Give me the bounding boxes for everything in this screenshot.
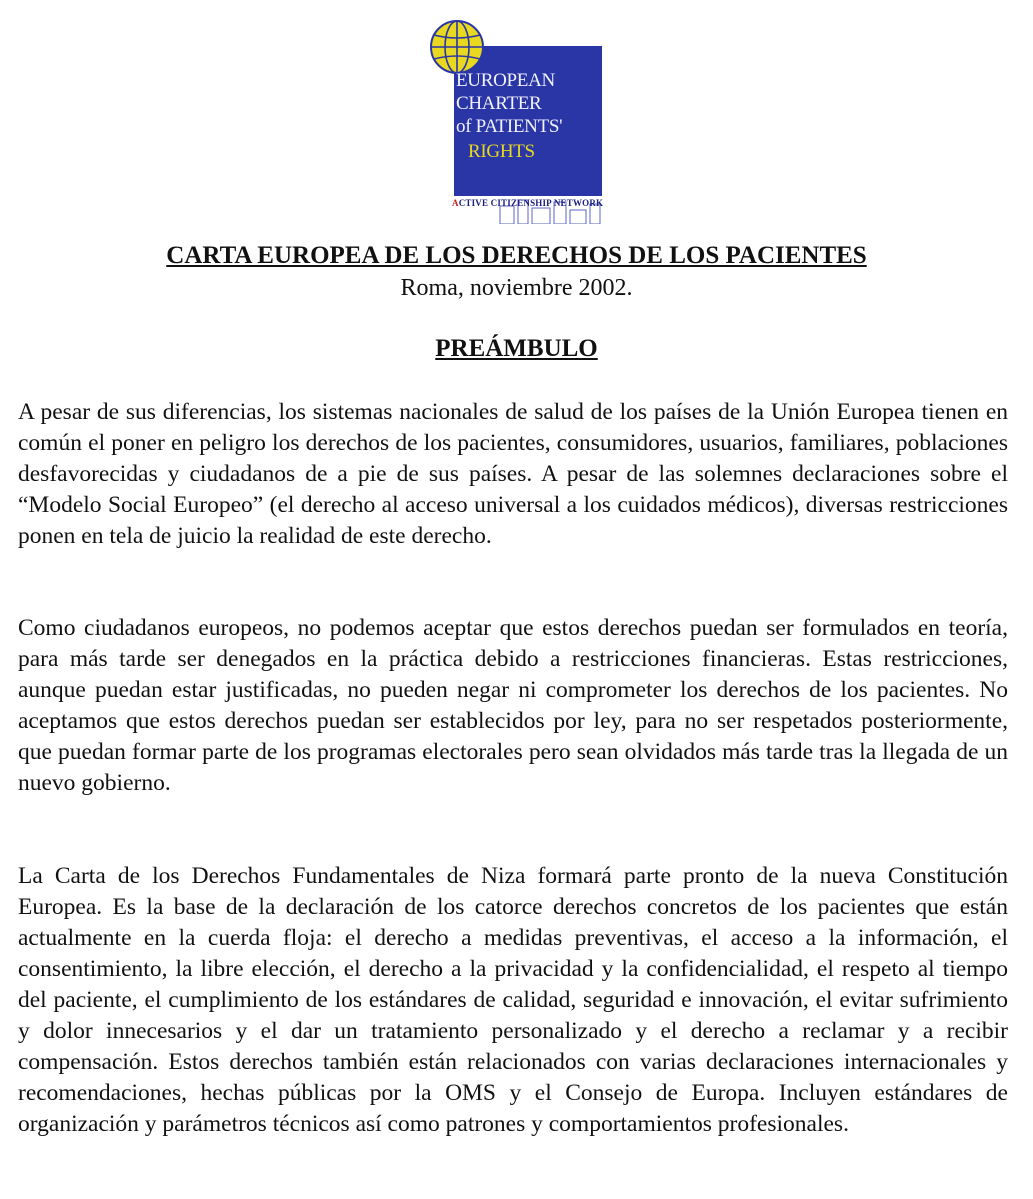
logo-footer [452,198,603,208]
paragraph-3: La Carta de los Derechos Fundamentales de Niza formará parte pronto de la nueva Constitución Europea. Es la base de la declaración de los catorce derechos concretos de los pacientes que están actualmente en la cuerda floja: el derecho a medidas preventivas, el acceso a la información, el consentimiento, la libre elección, el derecho a la privacidad y la confidencialidad, el respeto al tiempo del paciente, el cumplimiento de los estándares de calidad, seguridad e innovación, el evitar sufrimiento y dolor innecesarios y el dar un tratamiento personalizado y el derecho a reclamar y a recibir compensación. Estos derechos también están relacionados con varias declaraciones internacionales y recomendaciones, hechas públicas por la OMS y el Consejo de Europa. Incluyen estándares de organización y parámetros técnicos así como patrones y comportamientos profesionales. [18,863,1008,1137]
logo-text-line: EUROPEAN [456,70,555,91]
logo-text-line: CHARTER [456,93,542,114]
logo-footer-text: CTIVE CITIZENSHIP NETWORK [458,198,604,208]
logo-text-line: RIGHTS [468,141,535,162]
paragraph-1: A pesar de sus diferencias, los sistemas nacionales de salud de los países de la Unión Europea tienen en común el poner en peligro los derechos de los pacientes, consumidores, usuarios, familiares, poblaciones desfavorecidas y ciudadanos de a pie de sus países. A pesar de las solemnes declaraciones sobre el “Modelo Social Europeo” (el derecho al acceso universal a los cuidados médicos), diversas restricciones ponen en tela de juicio la realidad de este derecho. [18,399,1008,549]
document-subtitle: Roma, noviembre 2002. [400,275,633,301]
document-title: CARTA EUROPEA DE LOS DERECHOS DE LOS PACIENTES [166,242,867,269]
logo-footer-accent: A [452,198,459,208]
section-title: PREÁMBULO [435,335,598,362]
charter-logo [428,18,604,214]
globe-icon [428,18,486,76]
logo-text-line: of PATIENTS' [456,116,563,137]
paragraph-2: Como ciudadanos europeos, no podemos aceptar que estos derechos puedan ser formulados en teoría, para más tarde ser denegados en la práctica debido a restricciones financieras. Estas restricciones, aunque puedan estar justificadas, no pueden negar ni comprometer los derechos de los pacientes. No aceptamos que estos derechos puedan ser establecidos por ley, para no ser respetados posteriormente, que puedan formar parte de los programas electorales pero sean olvidados más tarde tras la llegada de un nuevo gobierno. [18,615,1008,796]
